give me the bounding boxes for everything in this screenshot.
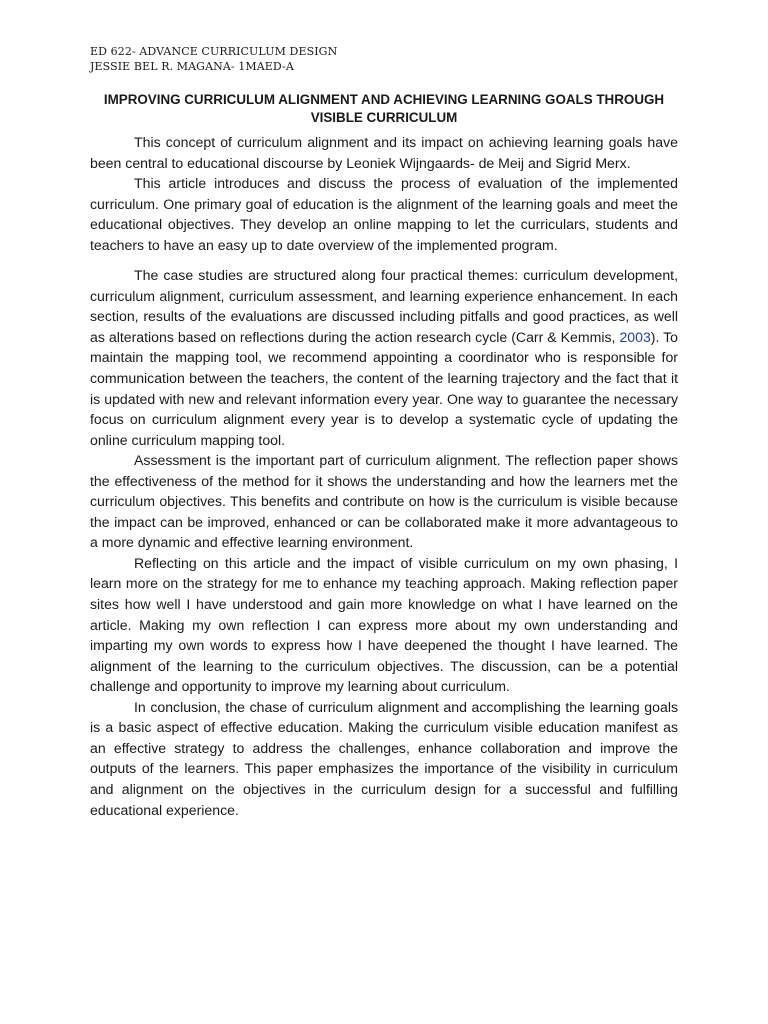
citation-link[interactable]: 2003: [619, 328, 651, 345]
paragraph-assessment: Assessment is the important part of curriculum alignment. The reflection paper shows the effectiveness of the method for it shows the understanding and how the learners met the curriculum objectives. This benefits and contribute on how is the curriculum is visible because the impact can be improved, enhanced or can be collaborated make it more advantageous to a more dynamic and effective learning environment.: [90, 452, 678, 551]
document-page: [90, 44, 678, 820]
document-body: [90, 132, 678, 820]
paragraph-article-overview: This article introduces and discuss the process of evaluation of the implemented curriculum. One primary goal of education is the alignment of the learning goals and meet the educational objectives. They develop an online mapping to let the curriculars, students and teachers to have an easy up to date overview of the implemented program.: [90, 175, 678, 253]
document-title: IMPROVING CURRICULUM ALIGNMENT AND ACHIEVING LEARNING GOALS THROUGH VISIBLE CURRICULUM: [103, 92, 665, 125]
paragraph-case-studies-text-end: ). To maintain the mapping tool, we recommend appointing a coordinator who is responsible for communication between the teachers, the content of the learning trajectory and the fact that it is updated with new and relevant information every year. One way to guarantee the necessary focus on curriculum alignment every year is to develop a systematic cycle of updating the online curriculum mapping tool.: [90, 328, 679, 448]
paragraph-intro: This concept of curriculum alignment and its impact on achieving learning goals have been central to educational discourse by Leoniek Wijngaards- de Meij and Sigrid Merx.: [90, 134, 678, 171]
author-header: JESSIE BEL R. MAGANA- 1MAED-A: [90, 60, 294, 73]
paragraph-reflection: Reflecting on this article and the impact of visible curriculum on my own phasing, I learn more on the strategy for me to enhance my teaching approach. Making reflection paper sites how well I have understood and gain more knowledge on what I have learned on the article. Making my own reflection I can express more about my own understanding and imparting my own words to express how I have deepened the thought I have learned. The alignment of the learning to the curriculum objectives. The discussion, can be a potential challenge and opportunity to improve my learning about curriculum.: [90, 554, 678, 695]
course-header: ED 622- ADVANCE CURRICULUM DESIGN: [90, 45, 338, 58]
paragraph-conclusion: In conclusion, the chase of curriculum alignment and accomplishing the learning goals is a basic aspect of effective education. Making the curriculum visible education manifest as an effective strategy to address the challenges, enhance collaboration and improve the outputs of the learners. This paper emphasizes the importance of the visibility in curriculum and alignment on the objectives in the curriculum design for a successful and fulfilling educational experience.: [90, 698, 678, 818]
paragraph-case-studies-text-start: The case studies are structured along four practical themes: curriculum development, curriculum alignment, curriculum assessment, and learning experience enhancement. In each section, results of the evaluations are discussed including pitfalls and good practices, as well as alterations based on reflections during the action research cycle (Carr & Kemmis,: [90, 267, 678, 345]
paragraph-case-studies: [90, 265, 678, 450]
